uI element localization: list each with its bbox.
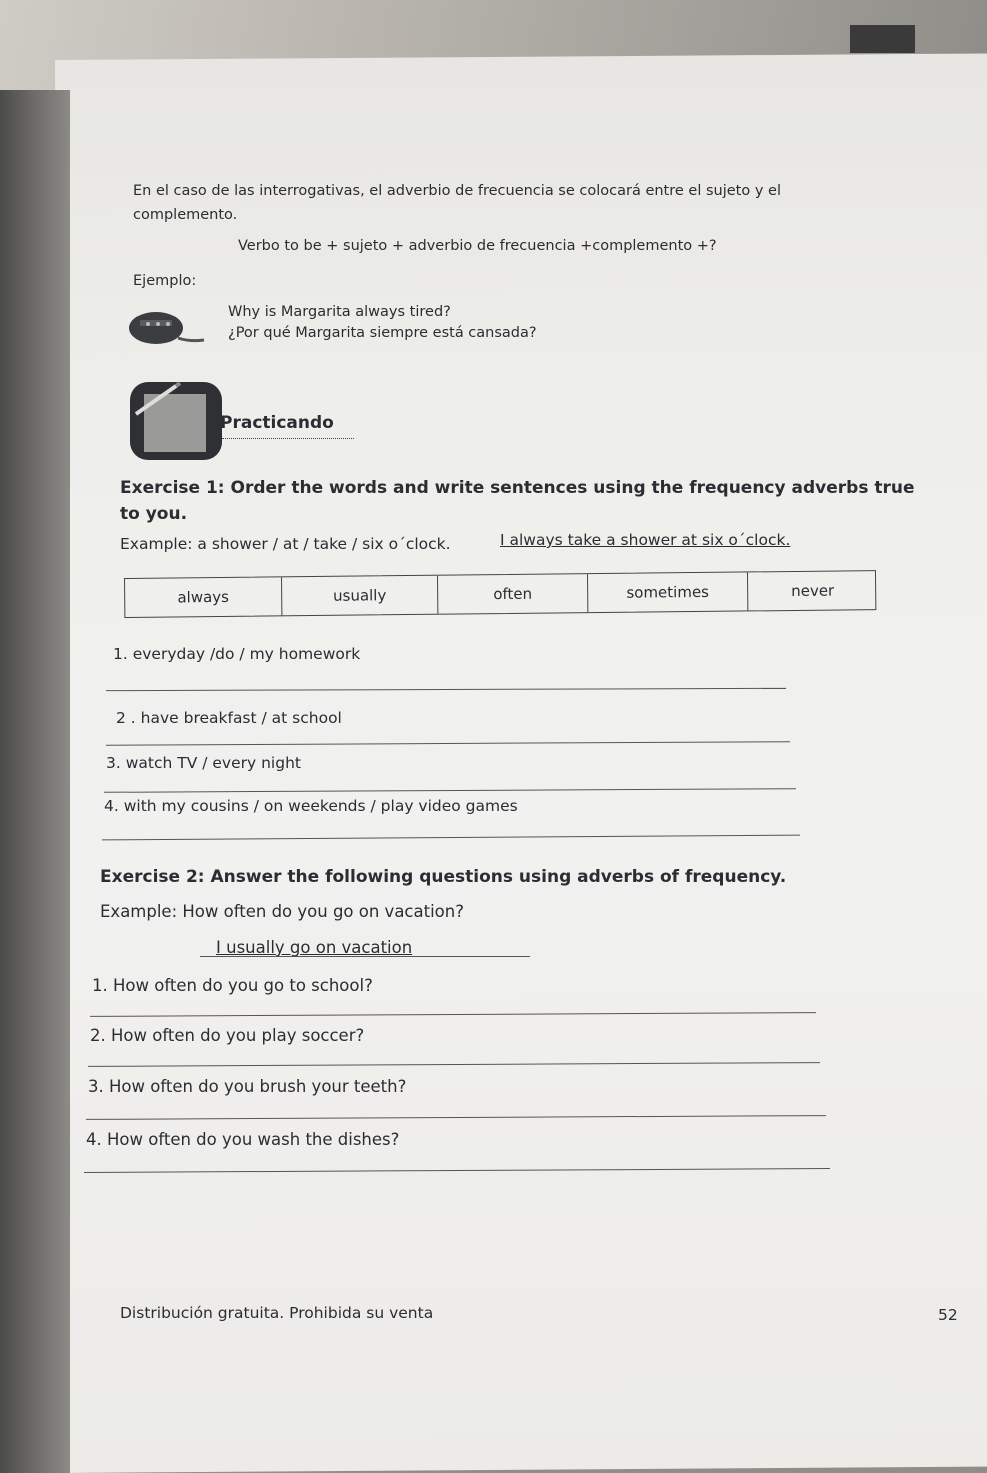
answer-line-1[interactable] bbox=[106, 688, 786, 691]
rule-formula: Verbo to be + sujeto + adverbio de frecuencia +complemento +? bbox=[238, 238, 717, 254]
exercise2-example-answer: I usually go on vacation bbox=[216, 938, 413, 957]
exercise1-item-1: 1. everyday /do / my homework bbox=[113, 645, 361, 663]
adverb-always: always bbox=[177, 587, 230, 607]
adverb-usually: usually bbox=[281, 576, 437, 616]
answer-line-2[interactable] bbox=[106, 741, 790, 746]
exercise2-question-1: 1. How often do you go to school? bbox=[92, 976, 373, 995]
notepad-pencil-icon bbox=[128, 380, 224, 462]
exercise1-item-4: 4. with my cousins / on weekends / play video games bbox=[104, 797, 518, 815]
example-label: Ejemplo: bbox=[133, 273, 197, 289]
page-number: 52 bbox=[938, 1306, 958, 1324]
answer-line-6[interactable] bbox=[88, 1062, 820, 1067]
exercise2-question-4: 4. How often do you wash the dishes? bbox=[86, 1130, 400, 1149]
exercise1-example-prompt: Example: a shower / at / take / six o´clock. bbox=[120, 535, 451, 553]
badge-underline bbox=[222, 438, 354, 439]
adverb-never: never bbox=[747, 571, 877, 610]
footer-notice: Distribución gratuita. Prohibida su venta bbox=[120, 1304, 434, 1322]
margarita-avatar-icon bbox=[128, 308, 206, 346]
exercise1-instruction-2: to you. bbox=[120, 504, 188, 524]
exercise2-instruction: Exercise 2: Answer the following questions using adverbs of frequency. bbox=[100, 867, 787, 887]
adverb-sometimes: sometimes bbox=[587, 572, 747, 612]
answer-line-4[interactable] bbox=[102, 835, 800, 841]
answer-line-5[interactable] bbox=[90, 1012, 816, 1017]
exercise1-example-answer: I always take a shower at six o´clock. bbox=[500, 531, 791, 549]
section-badge-title: Practicando bbox=[220, 413, 334, 433]
answer-line-3[interactable] bbox=[104, 788, 796, 793]
answer-line-8[interactable] bbox=[84, 1168, 830, 1173]
exercise1-instruction-1: Exercise 1: Order the words and write sentences using the frequency adverbs true bbox=[120, 478, 915, 498]
rule-line-2: complemento. bbox=[133, 207, 238, 223]
exercise1-item-2: 2 . have breakfast / at school bbox=[116, 709, 342, 727]
exercise2-example-question: Example: How often do you go on vacation? bbox=[100, 902, 464, 921]
adverb-bank bbox=[124, 570, 876, 618]
rule-line-1: En el caso de las interrogativas, el adverbio de frecuencia se colocará entre el sujeto y el bbox=[133, 183, 781, 199]
exercise1-item-3: 3. watch TV / every night bbox=[106, 754, 301, 772]
example-answer-line bbox=[200, 956, 530, 957]
exercise2-question-2: 2. How often do you play soccer? bbox=[90, 1026, 365, 1045]
example-spanish: ¿Por qué Margarita siempre está cansada? bbox=[228, 325, 537, 341]
adverb-often: often bbox=[437, 574, 587, 614]
exercise2-question-3: 3. How often do you brush your teeth? bbox=[88, 1077, 407, 1096]
example-english: Why is Margarita always tired? bbox=[228, 304, 451, 320]
answer-line-7[interactable] bbox=[86, 1115, 826, 1120]
